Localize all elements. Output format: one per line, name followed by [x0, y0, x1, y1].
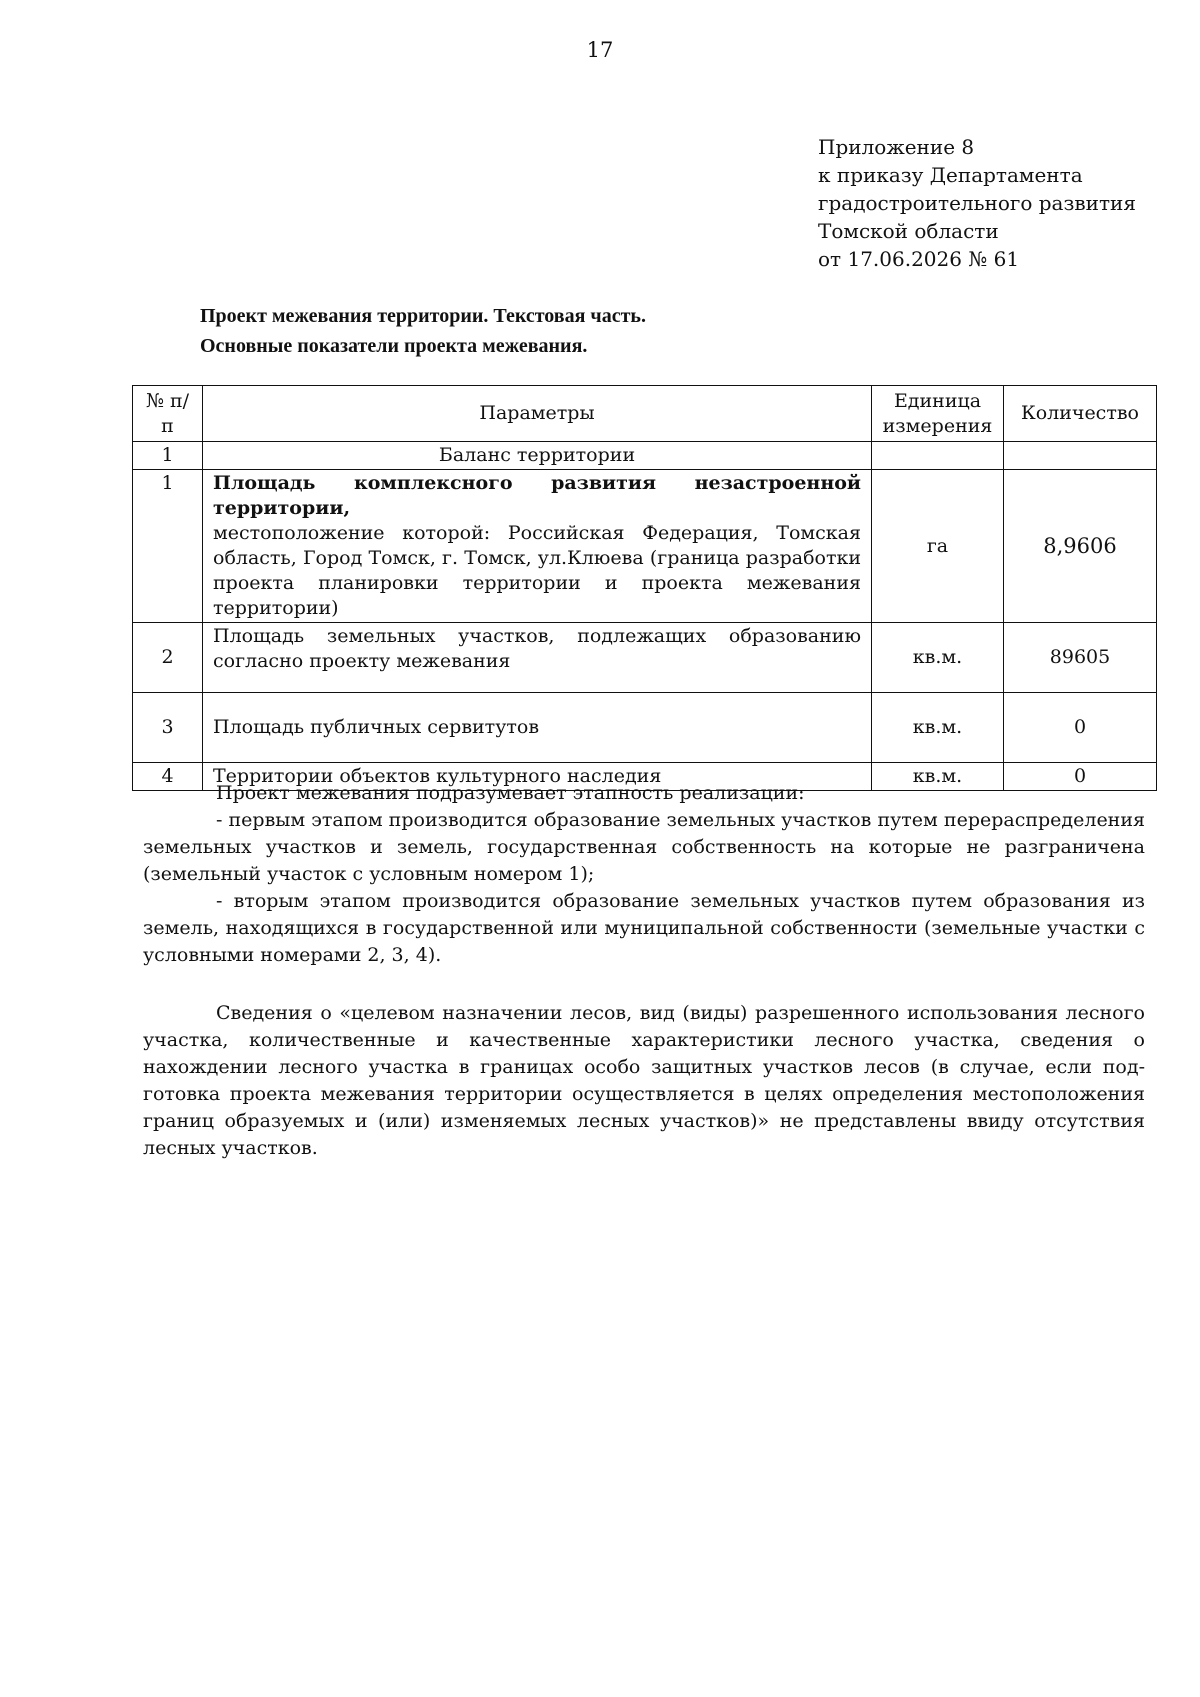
row-qty: 0	[1004, 693, 1157, 763]
heading-line: Основные показатели проекта межевания.	[200, 335, 588, 357]
stages-intro: Проект межевания подразумевает этапность реализации:	[216, 782, 805, 804]
row-num: 3	[133, 693, 203, 763]
table-row	[133, 693, 1157, 763]
section-unit-empty	[872, 442, 1004, 470]
header-num: № п/п	[133, 386, 203, 442]
table-row	[133, 623, 1157, 693]
row-num: 4	[133, 763, 203, 791]
row-param: Территории объектов культурного наследия	[203, 763, 872, 791]
stage-1-text: - первым этапом производится образование земельных участков путем перераспределения земельных участков и земель, государственная собственность на которые не разграничена (земельный участок с условным номером 1);	[143, 809, 1145, 885]
table-row	[133, 470, 1157, 623]
section-qty-empty	[1004, 442, 1157, 470]
table-header-row	[133, 386, 1157, 442]
heading-line: Проект межевания территории. Текстовая часть.	[200, 305, 646, 327]
document-heading	[200, 301, 646, 361]
parameters-table	[132, 385, 1157, 791]
row-qty: 8,9606	[1004, 470, 1157, 623]
header-unit: Единица измерения	[872, 386, 1004, 442]
row-param-bold: Площадь комплексного развития незастроенной территории,	[213, 472, 861, 519]
row-num: 2	[133, 623, 203, 693]
row-unit: кв.м.	[872, 693, 1004, 763]
appendix-date-line: от 17.06.2026 № 61	[818, 247, 1020, 271]
row-unit: га	[872, 470, 1004, 623]
header-param: Параметры	[203, 386, 872, 442]
appendix-block	[818, 133, 1136, 273]
row-param-desc: местоположение которой: Российская Федерация, Томская область, Город Томск, г. Томск, ул.Клюева (граница разработки проекта планировки территории и проекта межевания территории)	[213, 522, 861, 619]
row-unit: кв.м.	[872, 623, 1004, 693]
header-qty: Количество	[1004, 386, 1157, 442]
row-qty: 89605	[1004, 623, 1157, 693]
page-number: 17	[586, 38, 614, 62]
row-qty: 0	[1004, 763, 1157, 791]
section-row	[133, 442, 1157, 470]
section-num: 1	[133, 442, 203, 470]
stage-2-text: - вторым этапом производится образование земельных участков путем образования из земель, находящихся в государственной или муниципальной собственности (земельные участки с условными номерами 2, 3, 4).	[143, 890, 1145, 966]
section-title: Баланс территории	[203, 442, 872, 470]
row-param: Площадь публичных сервитутов	[203, 693, 872, 763]
appendix-line: к приказу Департамента	[818, 163, 1083, 187]
appendix-line: градостроительного развития	[818, 191, 1136, 215]
appendix-line: Томской области	[818, 219, 999, 243]
row-num: 1	[133, 470, 203, 623]
forest-info-paragraph: Сведения о «целевом назначении лесов, вид (виды) разрешенного использования лесного участка, количественные и качественные характеристики лесного участка, сведения о нахождении лесного участка в границах особо защитных участков лесов (в случае, если под-готовка проекта межевания территории осуществляется в целях определения местоположения границ образуемых и (или) изменяемых лесных участков)» не представлены ввиду отсутствия лесных участков.	[143, 1002, 1145, 1159]
row-param	[203, 470, 872, 623]
row-param: Площадь земельных участков, подлежащих образованию согласно проекту межевания	[203, 623, 872, 693]
appendix-line: Приложение 8	[818, 135, 975, 159]
row-unit: кв.м.	[872, 763, 1004, 791]
